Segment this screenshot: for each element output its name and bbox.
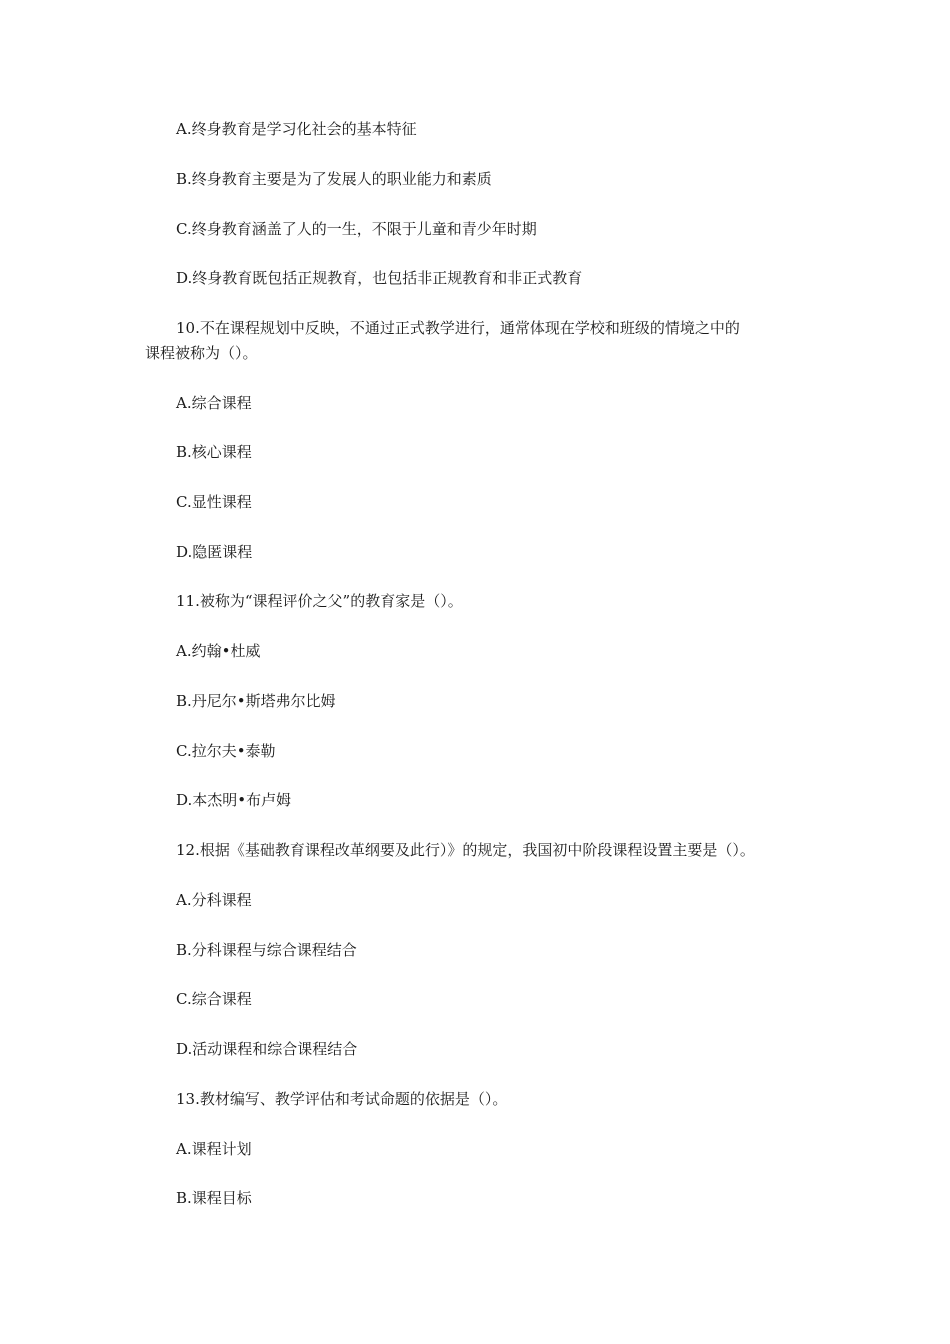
q10-stem-line1: 10.不在课程规划中反映，不通过正式教学进行，通常体现在学校和班级的情境之中的: [176, 319, 740, 337]
q11-option-d: D.本杰明•布卢姆: [176, 791, 292, 809]
q11-option-b: B.丹尼尔•斯塔弗尔比姆: [176, 692, 336, 710]
q10-option-b: B.核心课程: [176, 443, 252, 461]
q9-option-c: C.终身教育涵盖了人的一生，不限于儿童和青少年时期: [176, 220, 537, 238]
q13-option-a: A.课程计划: [176, 1140, 252, 1158]
q13-option-b: B.课程目标: [176, 1189, 252, 1207]
q12-option-a: A.分科课程: [176, 891, 252, 909]
q12-stem: 12.根据《基础教育课程改革纲要及此行）》的规定，我国初中阶段课程设置主要是（）。: [176, 841, 755, 859]
q9-option-b: B.终身教育主要是为了发展人的职业能力和素质: [176, 170, 492, 188]
q10-stem-line2: 课程被称为（）。: [145, 344, 258, 362]
q10-option-d: D.隐匿课程: [176, 543, 253, 561]
q13-stem: 13.教材编写、教学评估和考试命题的依据是（）。: [176, 1090, 508, 1108]
q10-option-a: A.综合课程: [176, 394, 252, 412]
q12-option-d: D.活动课程和综合课程结合: [176, 1040, 358, 1058]
q11-option-a: A.约翰•杜威: [176, 642, 261, 660]
q10-option-c: C.显性课程: [176, 493, 252, 511]
q11-stem: 11.被称为“课程评价之父”的教育家是（）。: [176, 592, 463, 610]
q9-option-a: A.终身教育是学习化社会的基本特征: [176, 120, 417, 138]
q12-option-b: B.分科课程与综合课程结合: [176, 941, 357, 959]
q12-option-c: C.综合课程: [176, 990, 252, 1008]
q9-option-d: D.终身教育既包括正规教育，也包括非正规教育和非正式教育: [176, 269, 583, 287]
q11-option-c: C.拉尔夫•泰勒: [176, 742, 276, 760]
